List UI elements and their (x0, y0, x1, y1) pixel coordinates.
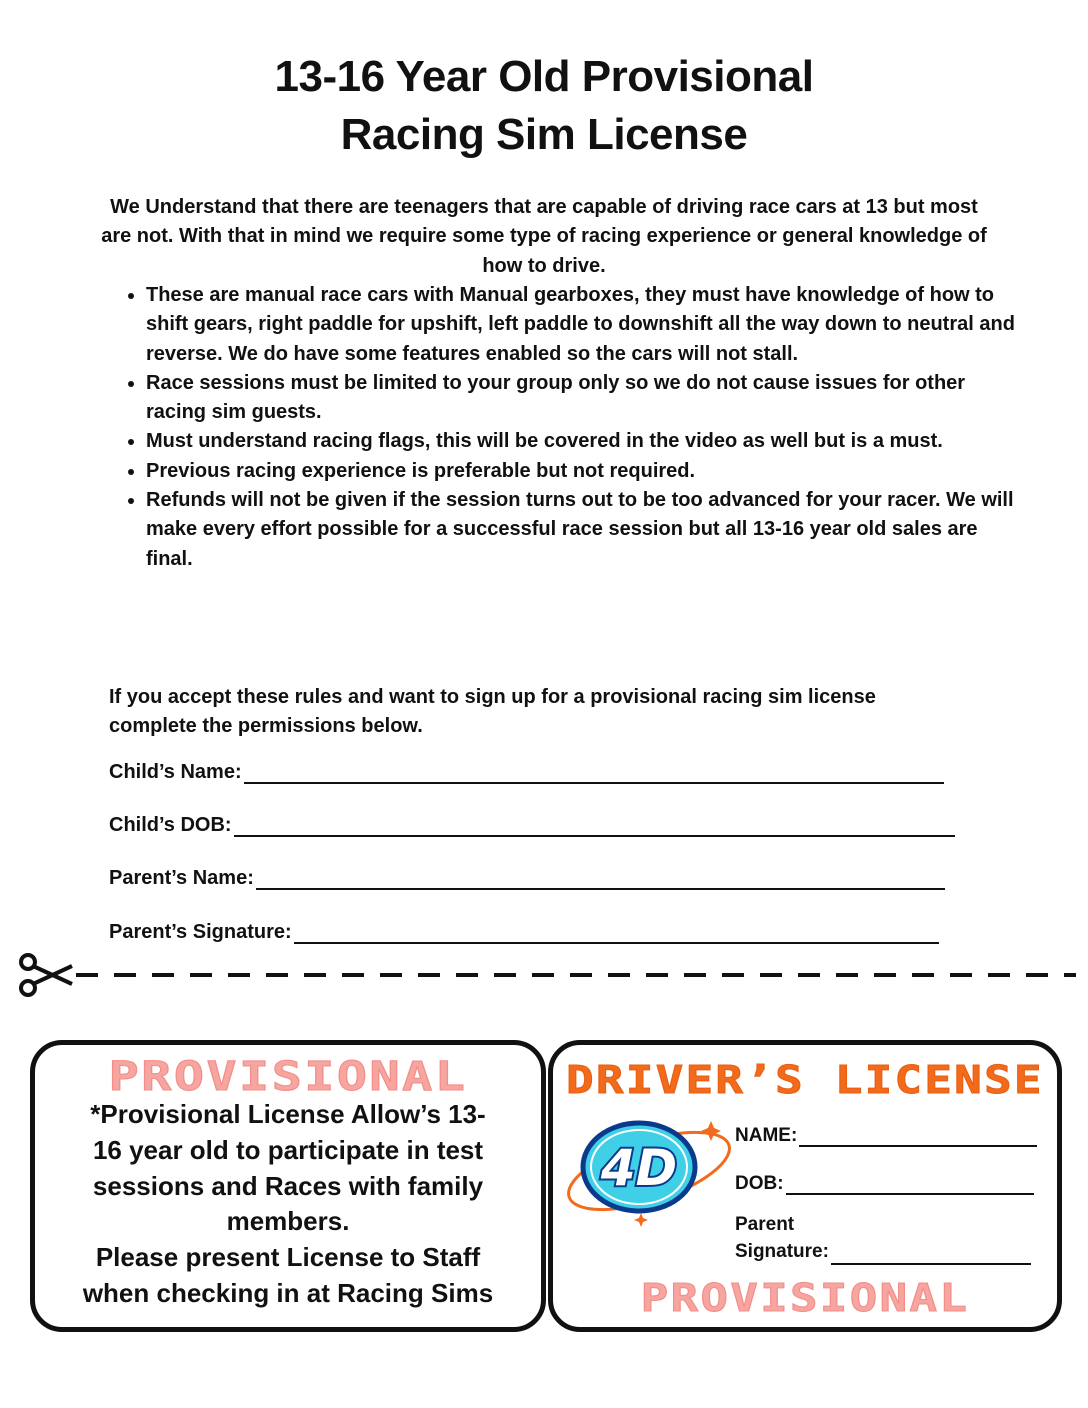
rules-list (118, 281, 1016, 574)
parent-signature-field[interactable] (109, 916, 939, 944)
child-dob-line[interactable] (234, 815, 955, 837)
rule-item: • Refunds will not be given if the session turns out to be too advanced for your racer. We will make every effort possible for a successful race session but all 13-16 year old sales are final. (146, 486, 1016, 574)
provisional-info-line: members. (226, 1206, 350, 1237)
child-name-field[interactable] (109, 756, 944, 784)
logo-text: 4D (600, 1139, 678, 1197)
parent-name-label: Parent’s Name: (109, 867, 254, 889)
provisional-info-line: when checking in at Racing Sims (82, 1277, 494, 1308)
parent-signature-label: Parent’s Signature: (109, 921, 292, 943)
4d-logo (561, 1111, 737, 1231)
provisional-info-line: Please present License to Staff (95, 1242, 481, 1273)
rule-item: • These are manual race cars with Manual gearboxes, they must have knowledge of how to shift gears, right paddle for upshift, left paddle to downshift all the way down to neutral and reverse. We do have some features enabled so the cars will not stall. (146, 281, 1016, 369)
license-name-field[interactable] (735, 1125, 1037, 1147)
child-dob-field[interactable] (109, 809, 955, 837)
provisional-info-line: sessions and Races with family (92, 1170, 484, 1201)
rule-item: • Must understand racing flags, this will be covered in the video as well but is a must. (146, 427, 1016, 456)
license-provisional-stamp: PROVISIONAL (640, 1276, 970, 1320)
child-name-line[interactable] (244, 762, 944, 784)
child-name-label: Child’s Name: (109, 761, 242, 783)
child-dob-label: Child’s DOB: (109, 814, 232, 836)
provisional-info-text (53, 1097, 523, 1312)
drivers-license-header: DRIVER’S LICENSE (566, 1058, 1044, 1102)
cut-line (18, 950, 1078, 1000)
license-dob-label: DOB: (735, 1173, 784, 1194)
parent-signature-line[interactable] (294, 922, 939, 944)
accept-instructions: If you accept these rules and want to sign up for a provisional racing sim license complete the permissions below. (109, 686, 876, 737)
page-title (0, 48, 1088, 164)
provisional-info-line: 16 year old to participate in test (92, 1134, 484, 1165)
license-dob-field[interactable] (735, 1173, 1034, 1195)
parent-name-line[interactable] (256, 868, 945, 890)
scissors-icon (21, 955, 72, 995)
provisional-stamp: PROVISIONAL (108, 1054, 468, 1100)
title-line-1: 13-16 Year Old Provisional (274, 52, 814, 101)
license-name-line[interactable] (799, 1127, 1037, 1147)
parent-name-field[interactable] (109, 862, 945, 890)
provisional-info-line: *Provisional License Allow’s 13- (90, 1099, 486, 1129)
intro-paragraph: We Understand that there are teenagers that are capable of driving race cars at 13 but most are not. With that in mind we require some type of racing experience or general knowledge of how to drive. (101, 196, 987, 277)
drivers-license-card (548, 1040, 1062, 1332)
license-parent-label: Parent (735, 1214, 795, 1235)
license-dob-line[interactable] (786, 1175, 1034, 1195)
license-name-label: NAME: (735, 1125, 798, 1146)
rule-item: • Race sessions must be limited to your group only so we do not cause issues for other racing sim guests. (146, 369, 1016, 428)
rule-item: • Previous racing experience is preferable but not required. (146, 457, 1016, 486)
provisional-info-card (30, 1040, 546, 1332)
license-signature-line[interactable] (831, 1245, 1031, 1265)
title-line-2: Racing Sim License (340, 110, 748, 159)
license-parent-signature-field[interactable] (735, 1211, 1031, 1265)
license-signature-label: Signature: (735, 1241, 829, 1262)
